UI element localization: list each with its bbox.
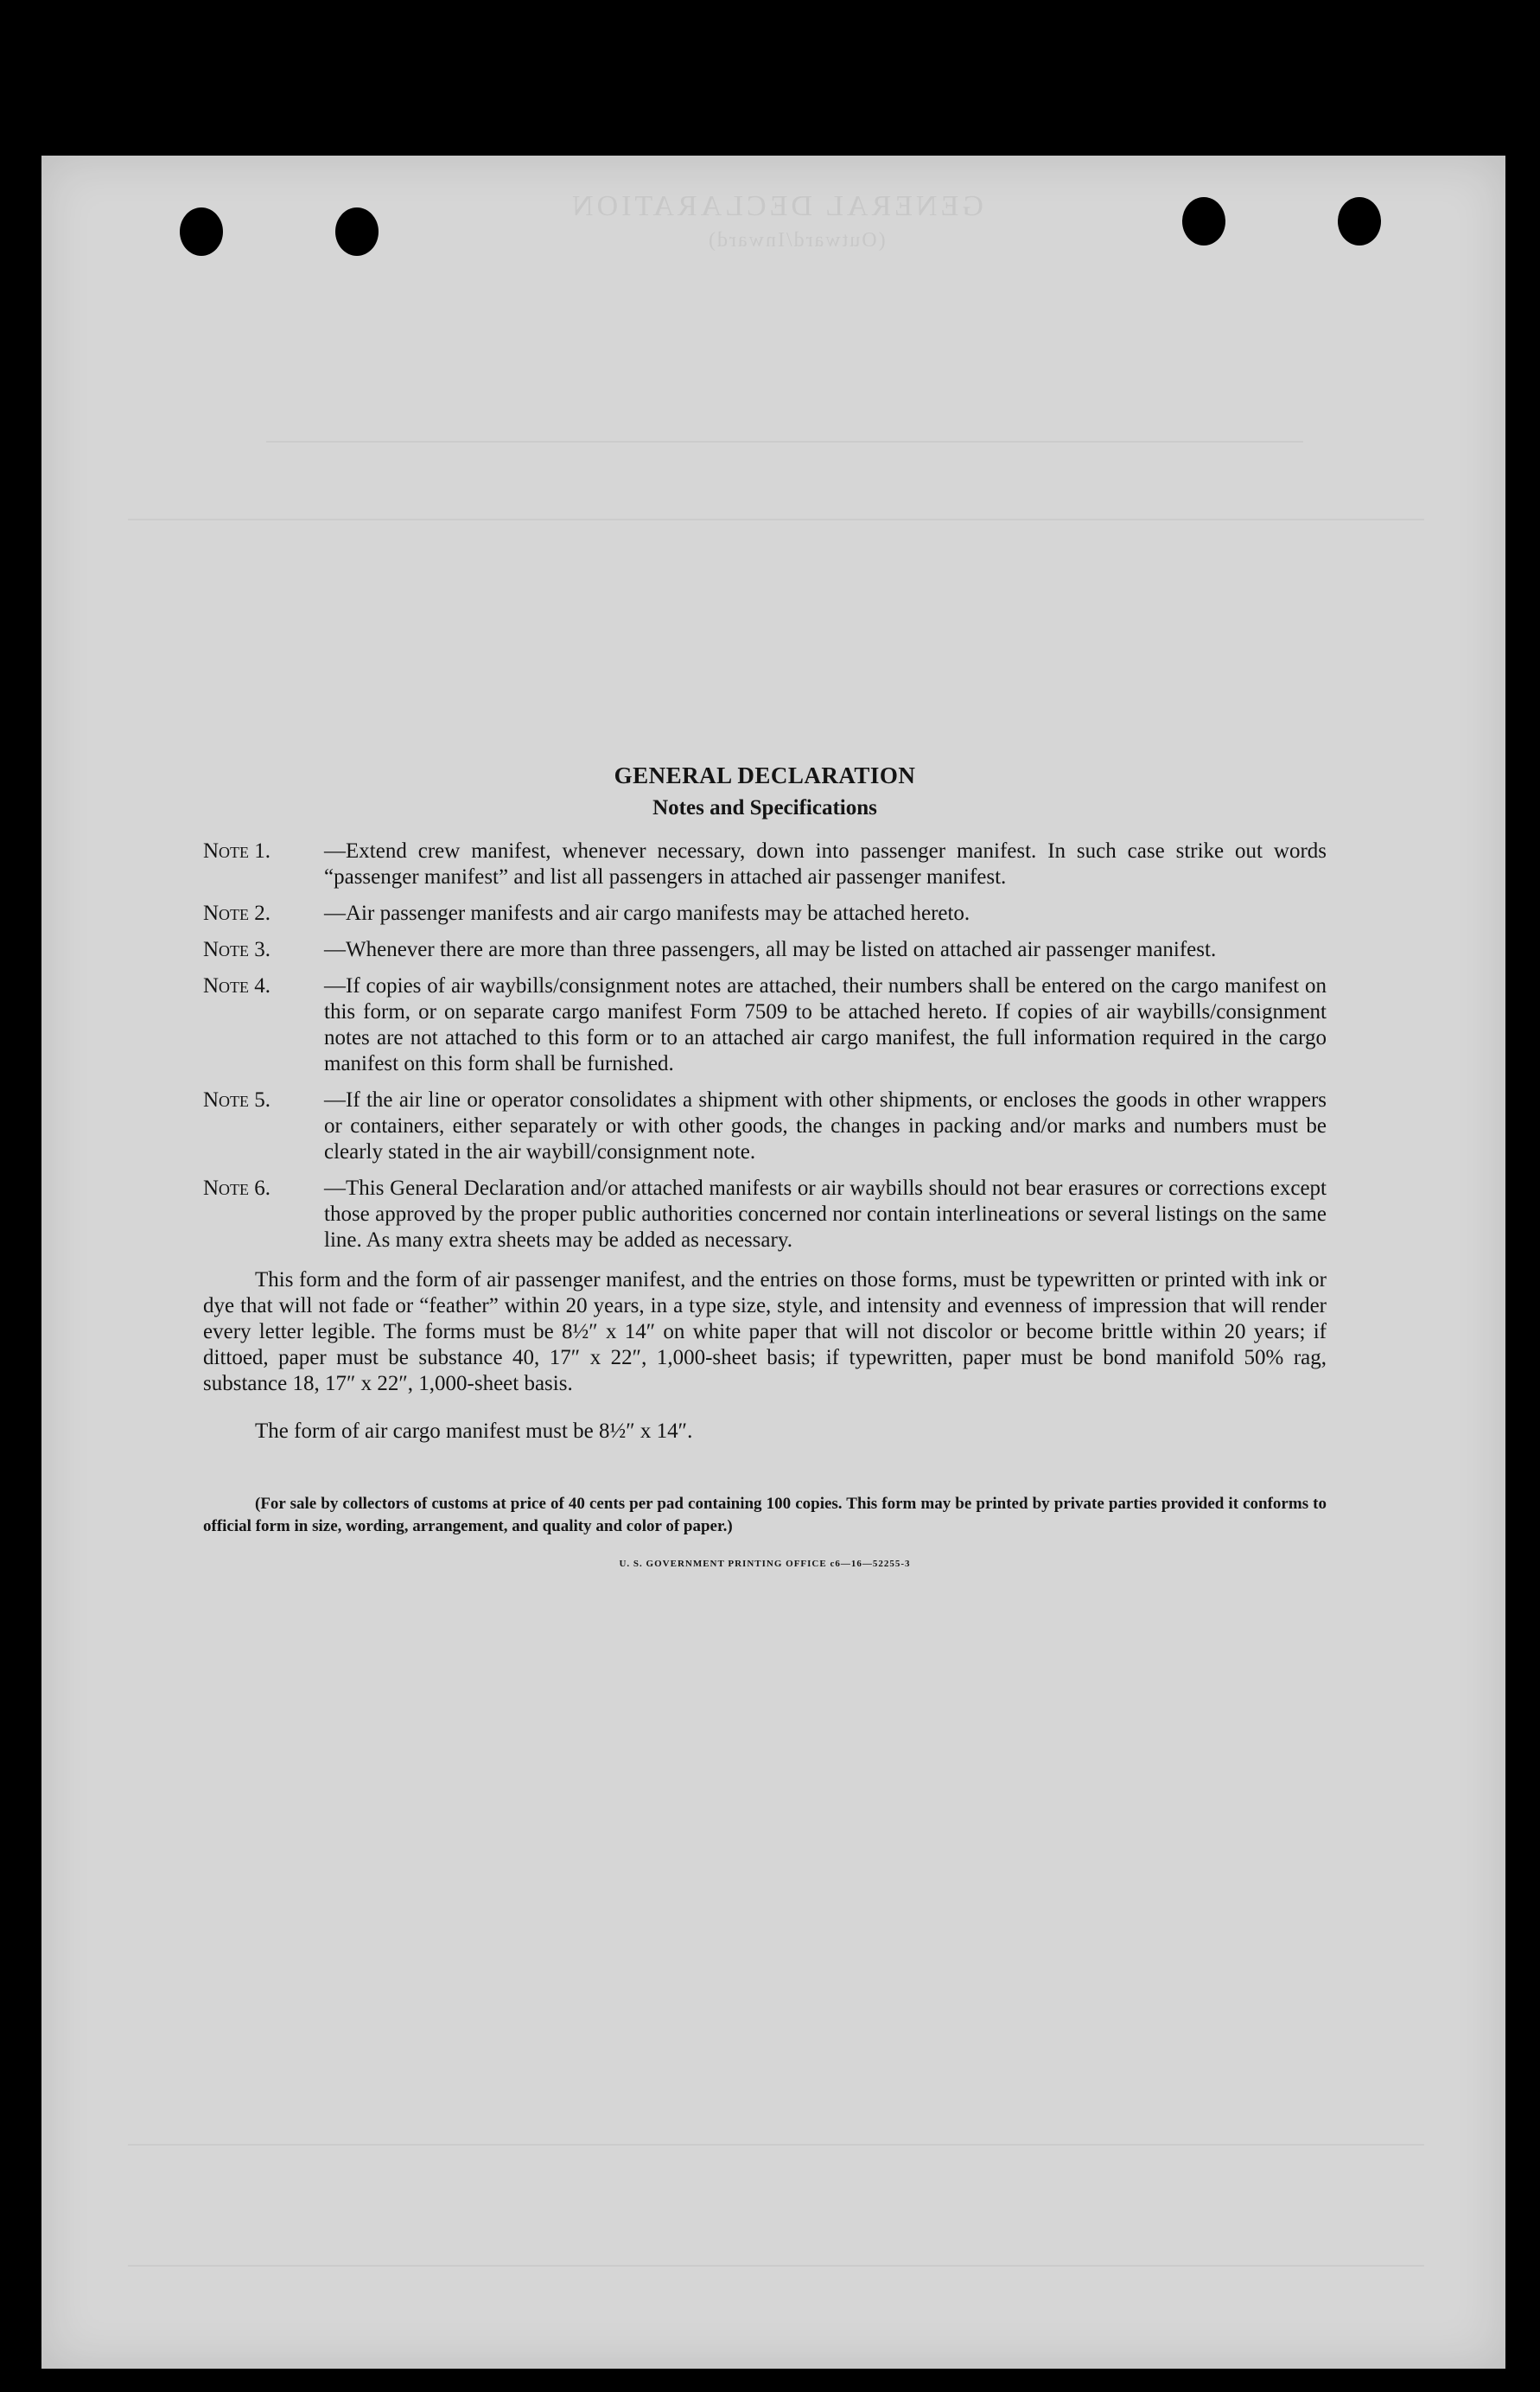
page-subtitle: Notes and Specifications: [652, 796, 877, 820]
note-text: —Air passenger manifests and air cargo manifests may be attached hereto.: [324, 901, 970, 925]
note-text: —This General Declaration and/or attached manifests or air waybills should not bear erasures or corrections except those approved by the proper public authorities concerned nor contain interlineations or several listings on the same line. As many extra sheets may be added as necessary.: [324, 1176, 1327, 1252]
specification-paragraph: This form and the form of air passenger manifest, and the entries on those forms, must be typewritten or printed with ink or dye that will not fade or “feather” within 20 years, in a type size, style, and intensity and evenness of impression that will render every letter legible. The forms must be 8½″ x 14″ on white paper that will not discolor or become brittle within 20 years; if dittoed, paper must be substance 40, 17″ x 22″, 1,000-sheet basis; if typewritten, paper must be bond manifold 50% rag, substance 18, 17″ x 22″, 1,000-sheet basis.: [203, 1267, 1327, 1395]
bleed-through-rule: [266, 441, 1303, 443]
note-item: [203, 973, 1327, 1077]
sale-note: (For sale by collectors of customs at price of 40 cents per pad containing 100 copies. This form may be printed by private parties provided it conforms to official form in size, wording, arrangement, and quality and color of paper.): [203, 1494, 1327, 1535]
note-item: [203, 1088, 1327, 1165]
note-label: Note 6.: [203, 1176, 271, 1200]
page-title: GENERAL DECLARATION: [614, 762, 916, 788]
punch-hole: [1338, 197, 1381, 246]
bleed-through-title: GENERAL DECLARATION: [569, 190, 983, 222]
note-text: —If the air line or operator consolidates a shipment with other shipments, or encloses the goods in other wrappers or containers, either separately or with other goods, the changes in packing and/or marks and numbers must be clearly stated in the air waybill/consignment note.: [324, 1088, 1327, 1164]
note-item: [203, 937, 1327, 963]
note-label: Note 5.: [203, 1088, 271, 1112]
note-text: —Whenever there are more than three passengers, all may be listed on attached air passenger manifest.: [324, 937, 1217, 961]
punch-hole: [335, 207, 379, 256]
note-text: —Extend crew manifest, whenever necessary, down into passenger manifest. In such case strike out words “passenger manifest” and list all passengers in attached air passenger manifest.: [324, 839, 1327, 889]
note-label: Note 2.: [203, 901, 271, 925]
note-label: Note 4.: [203, 973, 271, 998]
note-label: Note 1.: [203, 839, 271, 863]
printer-imprint: U. S. GOVERNMENT PRINTING OFFICE c6—16—52255-3: [619, 1558, 911, 1569]
note-item: [203, 839, 1327, 890]
note-text: —If copies of air waybills/consignment notes are attached, their numbers shall be entered on the cargo manifest on this form, or on separate cargo manifest Form 7509 to be attached hereto. If copies of air waybills/consignment notes are not attached to this form or to an attached air cargo manifest, the full information required in the cargo manifest on this form shall be furnished.: [324, 973, 1327, 1075]
punch-hole: [1182, 197, 1225, 246]
punch-hole: [180, 207, 223, 256]
bleed-through-rule: [128, 519, 1424, 520]
bleed-through-rule: [128, 2144, 1424, 2146]
note-label: Note 3.: [203, 937, 271, 961]
notes-section: [203, 761, 1327, 1569]
bleed-through-rule: [128, 2265, 1424, 2267]
cargo-size-note: The form of air cargo manifest must be 8½″ x 14″.: [255, 1419, 693, 1443]
note-item: [203, 1176, 1327, 1253]
note-item: [203, 901, 1327, 927]
bleed-through-subtitle: (Outward/Inward): [707, 229, 886, 252]
